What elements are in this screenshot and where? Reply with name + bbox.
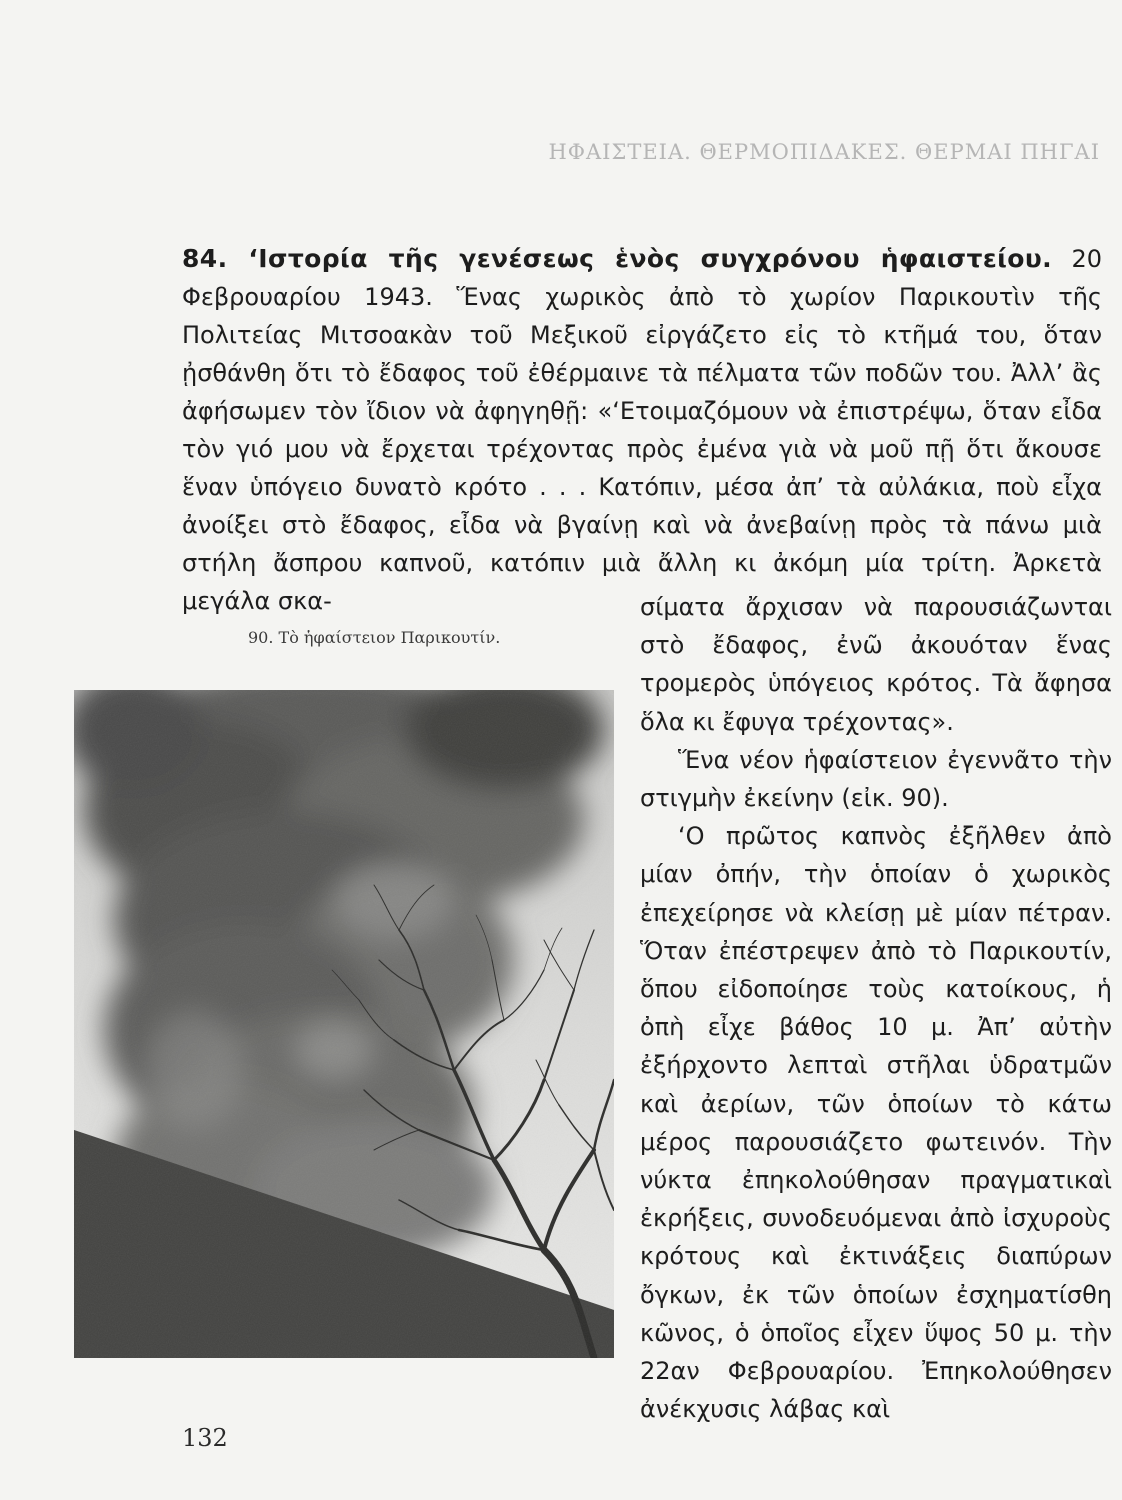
narrow-text-column [640, 588, 1112, 1428]
section-intro-text: 20 Φεβρουαρίου 1943. Ἕνας χωρικὸς ἀπὸ τὸ χωρίον Παρικουτὶν τῆς Πολιτείας Μιτσοακὰν τοῦ Μεξικοῦ εἰργάζετο εἰς τὸ κτῆμά του, ὅταν ᾐσθάνθη ὅτι τὸ ἔδαφος τοῦ ἐθέρμαινε τὰ πέλματα τῶν ποδῶν του. Ἀλλ’ ἂς ἀφήσωμεν τὸν ἴδιον νὰ ἀφηγηθῇ: «‘Ετοιμαζόμουν νὰ ἐπιστρέψω, ὅταν εἶδα τὸν γιό μου νὰ ἔρχεται τρέχοντας πρὸς ἐμένα γιὰ νὰ μοῦ πῇ ὅτι ἄκουσε ἕναν ὑπόγειο δυνατὸ κρότο . . . Κατόπιν, μέσα ἀπ’ τὰ αὐλάκια, ποὺ εἶχα ἀνοίξει στὸ ἔδαφος, εἶδα νὰ βγαίνῃ καὶ νὰ ἀνεβαίνῃ πρὸς τὰ πάνω μιὰ στήλη ἄσπρου καπνοῦ, κατόπιν μιὰ ἄλλη κι ἀκόμη μία τρίτη. Ἀρκετὰ μεγάλα σκα- [182, 245, 1102, 615]
section-heading: 84. ‘Ιστορία τῆς γενέσεως ἑνὸς συγχρόνου ἡφαιστείου. [182, 244, 1053, 273]
quote-continuation: σίματα ἄρχισαν νὰ παρουσιάζωνται στὸ ἔδαφος, ἐνῶ ἀκουόταν ἕνας τρομερὸς ὑπόγειος κρότος. Τὰ ἄφησα ὅλα κι ἔφυγα τρέχοντας». [640, 593, 1112, 736]
running-head: ΗΦΑΙΣΤΕΙΑ. ΘΕΡΜΟΠΙΔΑΚΕΣ. ΘΕΡΜΑΙ ΠΗΓΑΙ [548, 140, 1100, 164]
paragraph-first-smoke: ‘Ο πρῶτος καπνὸς ἐξῆλθεν ἀπὸ μίαν ὀπήν, τὴν ὁποίαν ὁ χωρικὸς ἐπεχείρησε νὰ κλείσῃ μὲ μίαν πέτραν. Ὅταν ἐπέστρεψεν ἀπὸ τὸ Παρικουτίν, ὅπου εἰδοποίησε τοὺς κατοίκους, ἡ ὀπὴ εἶχε βάθος 10 μ. Ἀπ’ αὐτὴν ἐξήρχοντο λεπταὶ στῆλαι ὑδρατμῶν καὶ ἀερίων, τῶν ὁποίων τὸ κάτω μέρος παρουσιάζετο φωτεινόν. Τὴν νύκτα ἐπηκολούθησαν πραγματικαὶ ἐκρήξεις, συνοδευόμεναι ἀπὸ ἰσχυροὺς κρότους καὶ ἐκτινάξεις διαπύρων ὄγκων, ἐκ τῶν ὁποίων ἐσχηματίσθη κῶνος, ὁ ὁποῖος εἶχεν ὕψος 50 μ. τὴν 22αν Φεβρουαρίου. Ἐπηκολούθησεν ἀνέκχυσις λάβας καὶ [640, 822, 1112, 1424]
figure-caption: 90. Τὸ ἡφαίστειον Παρικουτίν. [248, 628, 501, 647]
page-number: 132 [182, 1424, 228, 1452]
paragraph-new-volcano: Ἕνα νέον ἡφαίστειον ἐγεννᾶτο τὴν στιγμὴν ἐκείνην (εἰκ. 90). [640, 745, 1112, 813]
volcano-eruption-photo [74, 690, 614, 1358]
section-84-block [182, 240, 1102, 620]
